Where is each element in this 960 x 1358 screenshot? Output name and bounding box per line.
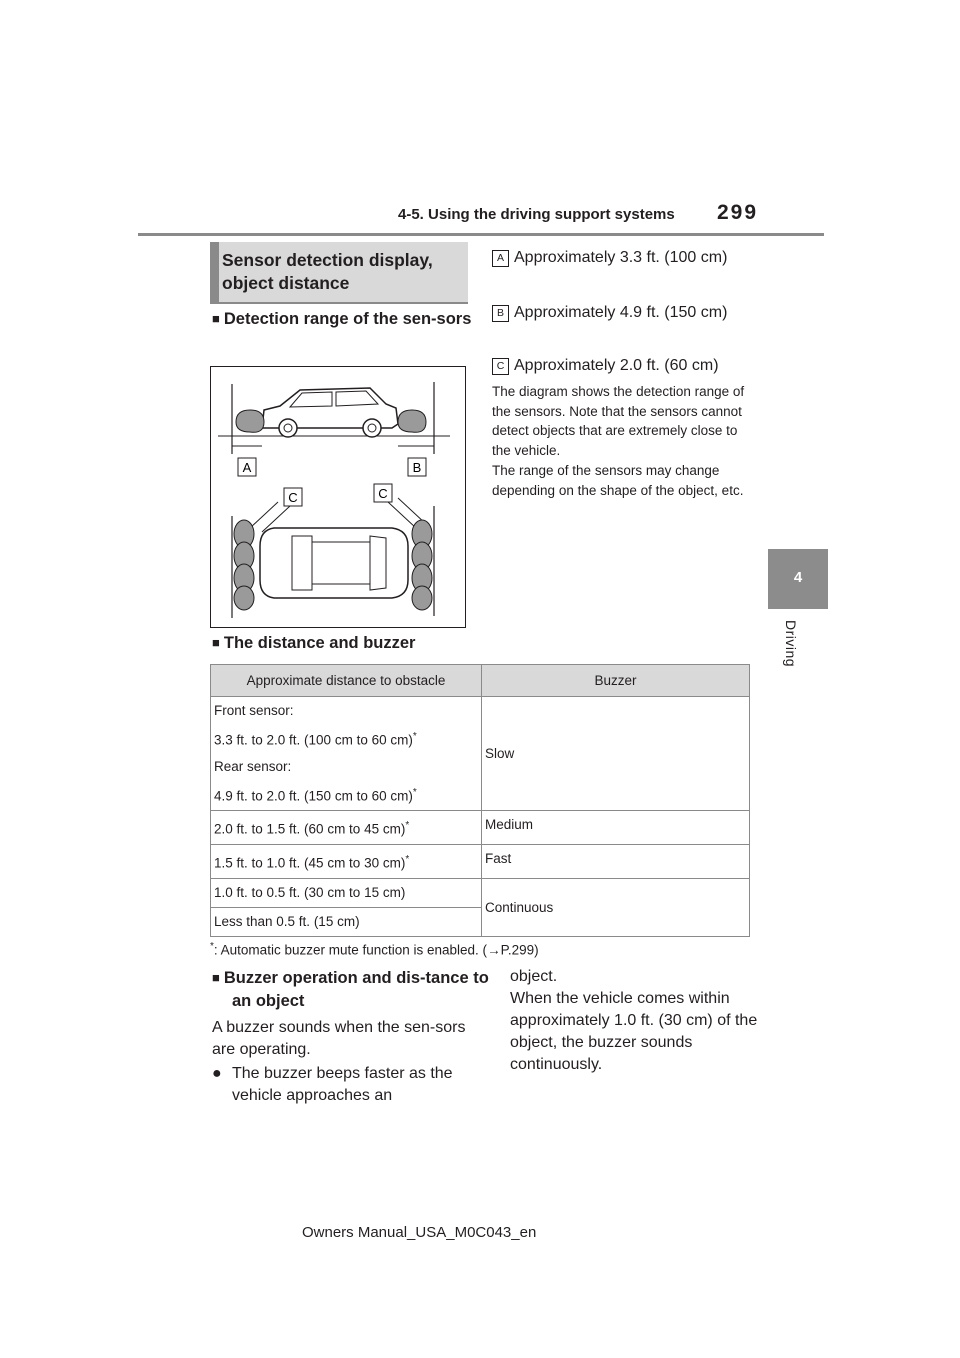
square-bullet-icon: ■: [212, 970, 220, 985]
footer-manual-id: Owners Manual_USA_M0C043_en: [302, 1224, 537, 1241]
diagram-label-c-right: C: [378, 486, 388, 501]
chapter-tab: [768, 549, 828, 609]
section-heading-bar: [210, 242, 219, 302]
running-header-title: 4-5. Using the driving support systems: [398, 206, 675, 223]
label-b-text: Approximately 4.9 ft. (150 cm): [514, 304, 728, 321]
label-c-row: [492, 355, 752, 377]
label-b-row: [492, 302, 752, 324]
table-cell-buzzer: Medium: [482, 811, 750, 845]
subheading-detection-range: ■ Detection range of the sen-sors: [212, 310, 472, 328]
body-paragraph: A buzzer sounds when the sen-sors are operating.: [212, 1019, 466, 1058]
table-footnote: *: Automatic buzzer mute function is enabled. (→P.299): [210, 941, 539, 958]
label-a-text: Approximately 3.3 ft. (100 cm): [514, 249, 728, 266]
table-cell-distance: Less than 0.5 ft. (15 cm): [211, 908, 482, 937]
table-header-row: [211, 665, 750, 697]
diagram-label-b: B: [412, 460, 422, 475]
label-a-marker: A: [492, 250, 509, 267]
rear-sensor-range: [398, 410, 426, 432]
label-b-box: [408, 458, 426, 476]
distance-buzzer-table: [210, 664, 750, 937]
label-a-box: [238, 458, 256, 476]
diagram-label-c-left: C: [288, 490, 298, 505]
table-row: [211, 697, 750, 811]
header-rule: [138, 233, 824, 236]
diagram-note-detection: The diagram shows the detection range of the sensors. Note that the sensors cannot detect objects that are extremely close to the vehicle.: [492, 384, 745, 458]
table-cell-buzzer: Continuous: [482, 879, 750, 937]
sensor-range-diagram: [210, 366, 466, 628]
table-cell-distance: 1.0 ft. to 0.5 ft. (30 cm to 15 cm): [211, 879, 482, 908]
round-bullet-icon: ●: [212, 1065, 222, 1082]
table-row: [211, 879, 750, 908]
square-bullet-icon: ■: [212, 635, 220, 650]
table-cell-buzzer: Slow: [482, 697, 750, 811]
subheading-distance-buzzer: ■ The distance and buzzer: [212, 634, 416, 652]
page-reference-link[interactable]: P.299: [500, 942, 535, 958]
square-bullet-icon: ■: [212, 311, 220, 326]
table-cell-distance: Front sensor: 3.3 ft. to 2.0 ft. (100 cm to 60 cm)* Rear sensor: 4.9 ft. to 2.0 ft. (150 cm to 60 cm)*: [211, 697, 482, 811]
table-header-buzzer: Buzzer: [482, 665, 750, 697]
diagram-note-range: The range of the sensors may change depending on the shape of the object, etc.: [492, 463, 744, 498]
label-c-left-box: [284, 488, 302, 506]
table-row: [211, 845, 750, 879]
page-number: 299: [717, 201, 759, 224]
table-cell-distance: 2.0 ft. to 1.5 ft. (60 cm to 45 cm)*: [211, 811, 482, 845]
diagram-label-a: A: [242, 460, 252, 475]
table-cell-distance: 1.5 ft. to 1.0 ft. (45 cm to 30 cm)*: [211, 845, 482, 879]
section-heading: [210, 242, 468, 304]
table-header-distance: Approximate distance to obstacle: [211, 665, 482, 697]
label-c-right-box: [374, 484, 392, 502]
label-b-marker: B: [492, 305, 509, 322]
body-continuation: object. When the vehicle comes within approximately 1.0 ft. (30 cm) of the object, the buzzer sounds continuously.: [510, 968, 758, 1073]
table-cell-buzzer: Fast: [482, 845, 750, 879]
front-sensor-range: [236, 410, 264, 432]
subheading-buzzer-operation: ■ Buzzer operation and dis-tance to an object: [212, 969, 489, 1010]
table-row: [211, 811, 750, 845]
body-bullet: ● The buzzer beeps faster as the vehicle approaches an: [212, 1065, 453, 1104]
chapter-label: Driving: [783, 620, 799, 668]
label-a-row: [492, 247, 752, 269]
chapter-number: 4: [793, 569, 803, 586]
label-c-marker: C: [492, 358, 509, 375]
label-c-text: Approximately 2.0 ft. (60 cm): [514, 357, 719, 374]
arrow-right-icon: →: [487, 942, 501, 958]
section-heading-text: Sensor detection display, object distance: [222, 250, 433, 293]
